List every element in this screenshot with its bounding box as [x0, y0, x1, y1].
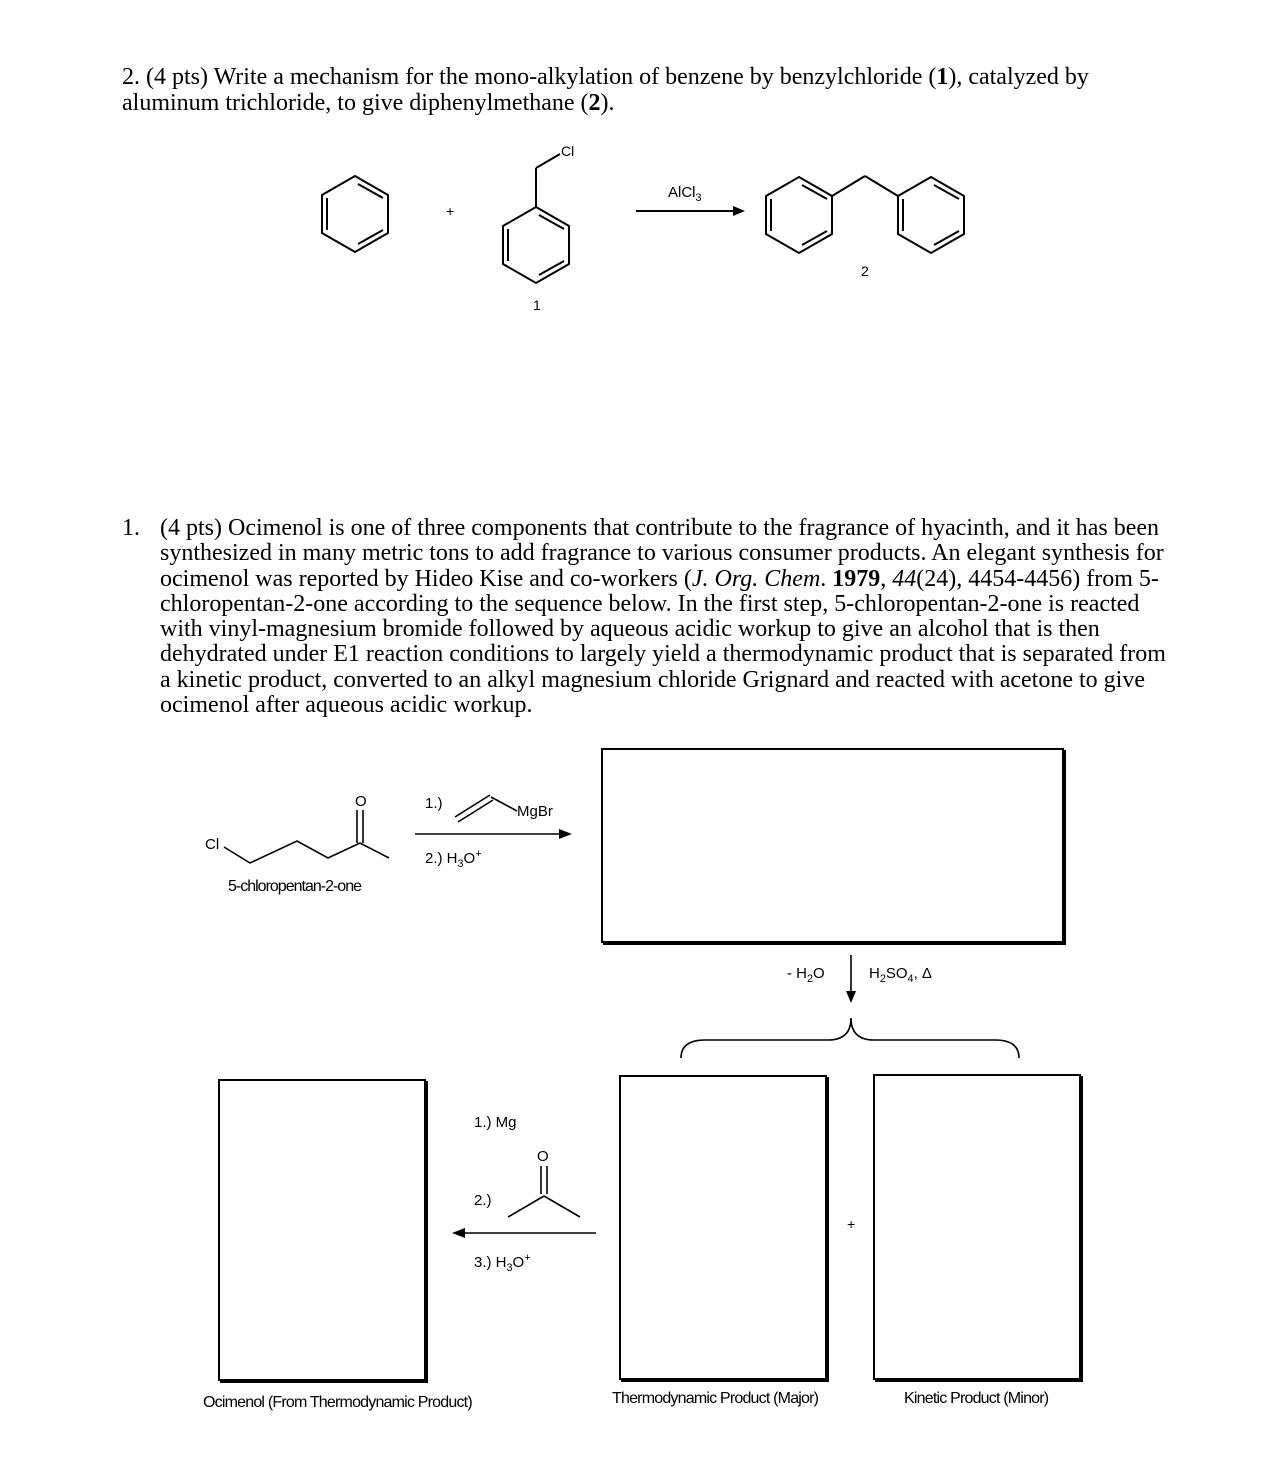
- journal-volume: 44: [892, 565, 917, 592]
- question-1-text-a: (4 pts) Ocimenol is one of three components that contribute to the fragrance of hyacinth, and it has been synthesized in many metric tons to add fragrance to various consumer products. An elegant synthesis for ocimenol was reported by Hideo Kise and co-workers (: [160, 515, 1164, 592]
- ocimenol-label: Ocimenol (From Thermodynamic Product): [203, 1394, 472, 1411]
- grignard-step3-label: 3.) $H_3O^+$: [474, 1252, 531, 1274]
- product-brace: [681, 1018, 1019, 1058]
- question-2-text-b: ), catalyzed by aluminum trichloride, to give diphenylmethane (: [122, 64, 1089, 116]
- question-2-text-a: Write a mechanism for the mono-alkylation of benzene by benzylchloride (: [208, 64, 937, 90]
- compound-1-ref: 1: [936, 64, 949, 90]
- grignard-step2-label: 2.): [474, 1192, 492, 1209]
- acetone-o-label: O: [537, 1148, 549, 1165]
- arrow-1-head: [559, 829, 572, 839]
- answer-box-ocimenol[interactable]: [218, 1079, 426, 1381]
- start-material-name: 5-chloropentan-2-one: [228, 878, 361, 895]
- start-o-label: O: [355, 793, 367, 810]
- answer-box-alcohol[interactable]: [601, 748, 1064, 943]
- question-1-text-d: (24), 4454-4456) from 5-chloropentan-2-one according to the sequence below. In the first step, 5-chloropentan-2-one is reacted with vinyl-magnesium bromide followed by aqueous acidic workup to give an alcohol that is then dehydrated under E1 reaction conditions to largely yield a thermodynamic product that is separated from a kinetic product, converted to an alkyl magnesium chloride Grignard and reacted with acetone to give ocimenol after aqueous acidic workup.: [160, 565, 1166, 719]
- start-cl-label: Cl: [205, 836, 220, 853]
- answer-box-kinetic[interactable]: [873, 1074, 1081, 1380]
- question-1-text-c: ,: [880, 565, 893, 592]
- journal-year: 1979: [832, 565, 881, 592]
- answer-box-thermodynamic[interactable]: [619, 1075, 827, 1380]
- vinyl-mgbr-label: MgBr: [517, 803, 553, 820]
- catalyst-label: AlCl$_3$: [668, 184, 702, 204]
- dehydration-right-label: $H_2SO_4$, Δ: [869, 965, 932, 985]
- question-2-text-c: ).: [600, 90, 615, 116]
- grignard-step1-label: 1.) Mg: [474, 1114, 517, 1131]
- dehydration-arrow-head: [846, 991, 856, 1003]
- compound-1-label: 1: [533, 297, 541, 313]
- compound-2-label: 2: [861, 263, 869, 279]
- question-2-points: (4 pts): [146, 64, 208, 90]
- compound-2-ref: 2: [588, 90, 601, 116]
- kinetic-label: Kinetic Product (Minor): [904, 1390, 1049, 1407]
- question-1-number: 1.: [122, 515, 140, 541]
- journal-name: J. Org. Chem: [691, 565, 821, 592]
- step2-workup-label: 2.) $H_3O^+$: [425, 848, 482, 870]
- question-1-text-b: .: [820, 565, 833, 592]
- grignard-arrow-head: [452, 1228, 465, 1238]
- question-2-number: 2.: [122, 64, 140, 90]
- products-plus-sign: +: [847, 1216, 856, 1232]
- dehydration-left-label: - $H_2O$: [787, 965, 825, 985]
- plus-sign: +: [446, 203, 455, 219]
- cl-label: Cl: [561, 143, 575, 159]
- step1-label: 1.): [425, 795, 443, 812]
- thermodynamic-label: Thermodynamic Product (Major): [612, 1390, 819, 1407]
- chloropentanone-skeleton: [224, 841, 389, 863]
